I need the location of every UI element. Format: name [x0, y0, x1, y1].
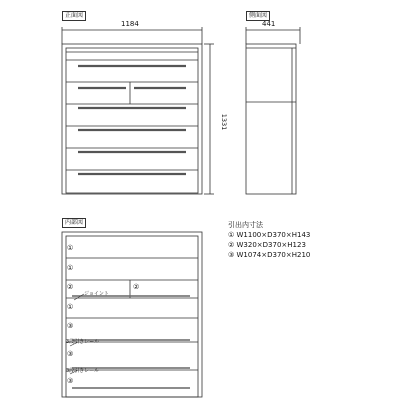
- height-dimension: 1331: [220, 113, 228, 131]
- front-view: [62, 27, 214, 194]
- interior-marker: ②: [67, 283, 74, 291]
- inner-dims-marker: ①: [228, 231, 235, 239]
- rail-callout: 3段引きレール: [66, 339, 100, 345]
- inner-dims-title: 引出内寸法: [228, 221, 263, 229]
- rail-callout: 3段引きレール: [66, 368, 100, 374]
- interior-marker: ①: [67, 244, 74, 252]
- width-dimension: 1184: [121, 20, 139, 28]
- depth-dimension: 441: [262, 20, 276, 28]
- interior-marker: ①: [67, 303, 74, 311]
- inner-dims-item: [228, 240, 388, 250]
- side-view: [246, 27, 300, 194]
- interior-marker: ②: [133, 283, 140, 291]
- inner-dims-text: W1100×D370×H143: [236, 231, 311, 239]
- inner-dims-item: [228, 230, 388, 240]
- joint-callout: ジョイント: [84, 291, 109, 297]
- inner-dims-text: W320×D370×H123: [236, 241, 306, 249]
- inner-dims-marker: ②: [228, 241, 235, 249]
- interior-view-label: 内部図: [62, 218, 86, 228]
- inner-dims-text: W1074×D370×H210: [236, 251, 311, 259]
- front-view-label: 正面図: [62, 11, 86, 21]
- inner-dims-marker: ③: [228, 251, 235, 259]
- inner-dims-list: [228, 230, 388, 260]
- side-view-label: 側面図: [246, 11, 270, 21]
- interior-marker: ③: [67, 322, 74, 330]
- interior-marker: ③: [67, 350, 74, 358]
- interior-marker: ①: [67, 264, 74, 272]
- inner-dims-item: [228, 250, 388, 260]
- interior-marker: ③: [67, 377, 74, 385]
